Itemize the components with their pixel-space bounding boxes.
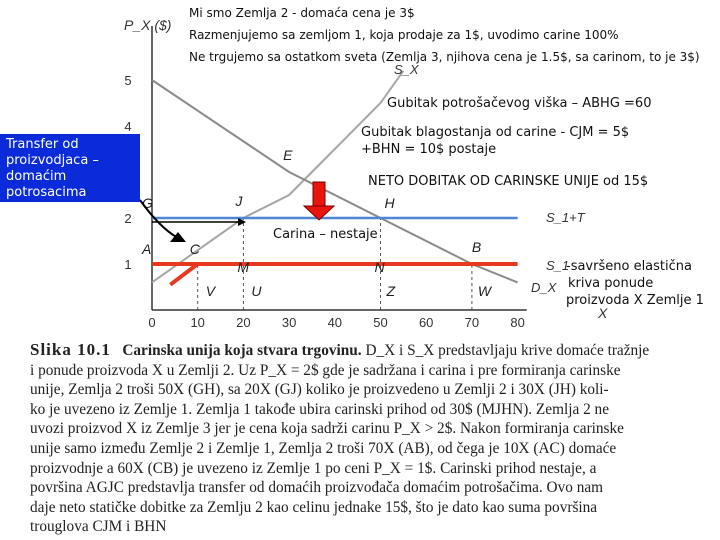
note-elastic-2: kriva ponude: [568, 276, 654, 291]
x-tick-label: 20: [236, 315, 251, 330]
point-label: B: [471, 239, 482, 255]
point-label: V: [205, 283, 216, 299]
point-label: E: [283, 147, 293, 163]
note-consumer-surplus-loss: Gubitak potrošačevog viška – ABHG =60: [387, 96, 652, 111]
note-trade-partner: Razmenjujemo sa zemljom 1, koja prodaje za 1$, uvodimo carine 100%: [189, 28, 619, 42]
caption-title: Carinska unija koja stvara trgovinu.: [122, 342, 362, 359]
note-home-price: Mi smo Zemlja 2 - domaća cena je 3$: [189, 6, 415, 20]
caption-line: ko je uvezeno iz Zemlje 1. Zemlja 1 takođe ubira carinski prihod od 30$ (MJHN). Zemlja 2 ne: [30, 400, 609, 418]
caption-line: površina AGJC predstavlja transfer od domaćih proizvođača domaćim potrošačima. Ovo nam: [30, 479, 604, 497]
note-rest-of-world: Ne trgujemo sa ostatkom sveta (Zemlja 3, njihova cena je 1.5$, sa carinom, to je 3$): [189, 50, 700, 64]
x-tick-label: 70: [464, 315, 480, 330]
transfer-line-3: domaćim: [6, 169, 67, 184]
red-arrow-shaft: [313, 182, 325, 208]
caption-heading: [30, 340, 720, 361]
transfer-line-1: Transfer od: [6, 137, 79, 152]
point-label: W: [477, 283, 492, 299]
point-label: M: [237, 259, 250, 275]
note-welfare-loss-1: Gubitak blagostanja od carine - CJM = 5$: [361, 125, 630, 140]
point-label: J: [235, 193, 243, 209]
point-label: N: [374, 259, 385, 275]
x-tick-label: 30: [281, 315, 297, 330]
note-elastic-3: proizvoda X Zemlje 1: [566, 293, 704, 308]
transfer-box: [0, 134, 140, 202]
note-net-gain: NETO DOBITAK OD CARINSKE UNIJE od 15$: [368, 174, 649, 189]
caption-line: trouglova CJM i BHN: [30, 518, 167, 536]
y-axis-title: P_X ($): [124, 17, 172, 33]
point-label: H: [384, 195, 395, 211]
y-tick-label: 4: [124, 119, 132, 134]
series-label-s1: S_1: [546, 258, 570, 273]
x-axis-title: X: [598, 305, 608, 321]
caption-line: D_X i S_X predstavljaju krive domaće tražnje: [365, 342, 650, 359]
caption-line: unije samo između Zemlje 2 i Zemlje 1, Zemlja 2 troši 70X (AB), od čega je 10X (AC) domaće: [30, 439, 617, 457]
note-elastic-1: -savršeno elastična: [566, 259, 692, 274]
point-label: G: [142, 195, 153, 211]
y-tick-label: 2: [124, 211, 132, 226]
x-tick-label: 50: [373, 315, 388, 330]
series-label-dx: D_X: [531, 280, 557, 295]
caption-line: daje neto statičke dobitke za Zemlju 2 kao celinu jednake 15$, što je dato kao suma površina: [30, 498, 598, 516]
x-tick-label: 40: [327, 315, 343, 330]
point-label: Z: [386, 283, 396, 299]
chart-axes: [152, 26, 527, 310]
chart-point-labels: [141, 147, 493, 299]
x-tick-label: 80: [510, 315, 525, 330]
caption-line: uvozi proizvod X iz Zemlje 3 jer je cena koja sadrži carinu P_X > 2$. Nakon formiranja carinske: [30, 420, 624, 438]
series-label-s1t: S_1+T: [546, 210, 585, 225]
x-tick-label: 60: [418, 315, 434, 330]
point-label: U: [251, 283, 262, 299]
y-tick-label: 5: [124, 73, 132, 88]
figure-caption: [30, 340, 720, 540]
caption-line: proizvodnje a 60X (CB) je uvezeno iz Zemlje 1 po ceni P_X = 1$. Carinski prihod nestaje, a: [30, 459, 597, 477]
point-label: A: [142, 241, 152, 257]
note-revenue-gone: Carina – nestaje: [273, 227, 378, 242]
point-label: C: [189, 241, 200, 257]
x-tick-label: 10: [190, 315, 205, 330]
caption-line: unije, Zemlja 2 troši 50X (GH), sa 20X (GJ) koliko je proizvedeno u Zemlji 2 i 30X (JH) koli-: [30, 381, 609, 399]
transfer-line-2: proizvodjaca –: [6, 153, 99, 168]
x-tick-label: 0: [148, 315, 156, 330]
note-welfare-loss-2: +BHN = 10$ postaje: [361, 142, 497, 157]
transfer-line-4: potrosacima: [6, 185, 87, 200]
series-label-sx: S_X: [394, 62, 419, 77]
y-tick-label: 1: [124, 257, 132, 272]
caption-label: Slika 10.1: [30, 340, 111, 359]
caption-line: i ponude proizvoda X u Zemlji 2. Uz P_X = 2$ gde je sadržana i carina i pre formiranja carinske: [30, 361, 621, 379]
